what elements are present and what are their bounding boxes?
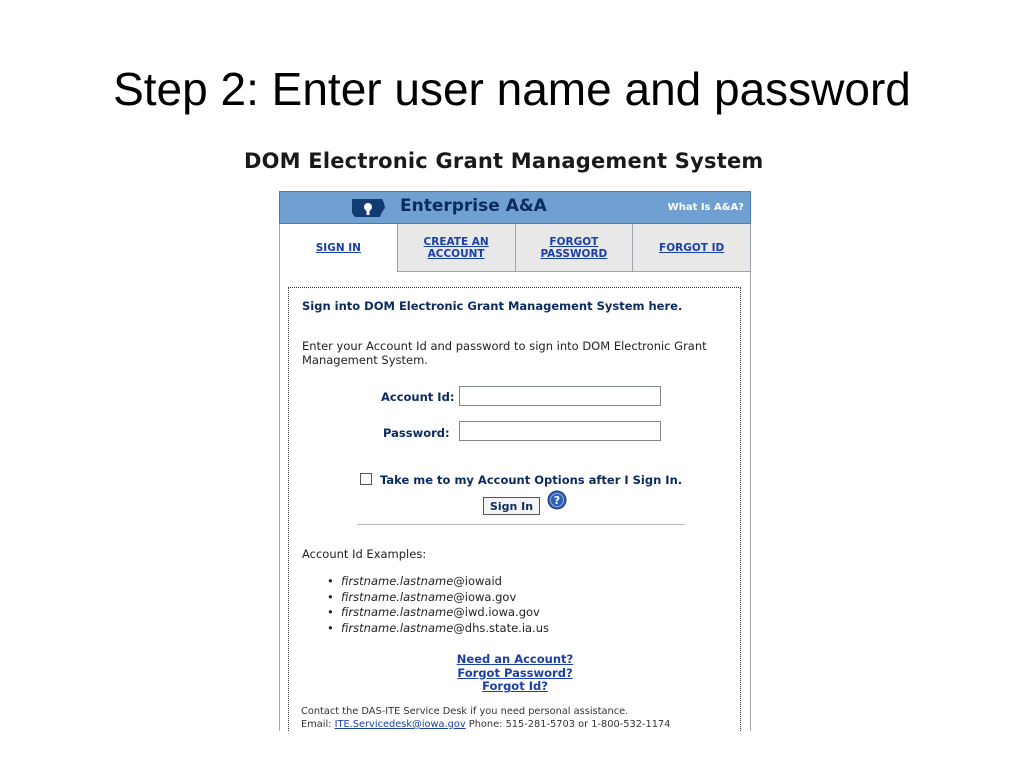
enterprise-aa-banner [279,191,751,224]
sign-in-button[interactable]: Sign In [483,497,540,515]
contact-line: Contact the DAS-ITE Service Desk if you need personal assistance. [301,706,629,717]
account-options-checkbox[interactable] [360,473,372,485]
tab-create-account[interactable]: CREATE AN ACCOUNT [397,224,515,272]
tab-bar [279,224,751,272]
iowa-shield-icon [349,196,387,220]
list-item: • firstname.lastname@dhs.state.ia.us [327,620,549,635]
divider [357,524,685,525]
slide-title: Step 2: Enter user name and password [113,63,911,115]
enterprise-aa-panel [279,191,751,731]
list-item: • firstname.lastname@iwd.iowa.gov [327,605,540,619]
forgot-id-link[interactable]: Forgot Id? [482,679,548,693]
question-circle-icon[interactable] [547,490,567,510]
examples-label: Account Id Examples: [302,547,427,561]
account-id-label: Account Id: [381,390,455,404]
signin-description: Enter your Account Id and password to sign into DOM Electronic Grant Management System. [302,339,707,367]
page-header: DOM Electronic Grant Management System [244,149,764,173]
list-item: • firstname.lastname@iowaid [327,574,502,588]
forgot-password-link[interactable]: Forgot Password? [457,665,573,680]
help-links [279,653,751,694]
list-item: • firstname.lastname@iowa.gov [327,589,517,604]
need-account-link[interactable]: Need an Account? [456,652,574,666]
signin-heading: Sign into DOM Electronic Grant Management System here. [302,299,683,313]
tab-forgot-password[interactable]: FORGOT PASSWORD [515,224,633,272]
password-label: Password: [383,426,450,440]
tab-forgot-id[interactable]: FORGOT ID [632,224,750,272]
banner-title: Enterprise A&A [400,196,547,216]
tab-bar-underline [397,271,751,272]
tab-sign-in[interactable]: SIGN IN [280,224,397,272]
svg-text:?: ? [553,494,561,507]
account-id-input[interactable] [459,386,661,406]
email-link[interactable]: ITE.Servicedesk@iowa.gov [334,719,466,730]
contact-details: Email: ITE.Servicedesk@iowa.gov Phone: 515-281-5703 or 1-800-532-1174 [301,719,671,730]
examples-list [327,574,549,636]
contact-info [301,705,746,731]
what-is-aa-link[interactable]: What Is A&A? [667,202,744,213]
account-options-label: Take me to my Account Options after I Sign In. [380,473,683,487]
password-input[interactable] [459,421,661,441]
